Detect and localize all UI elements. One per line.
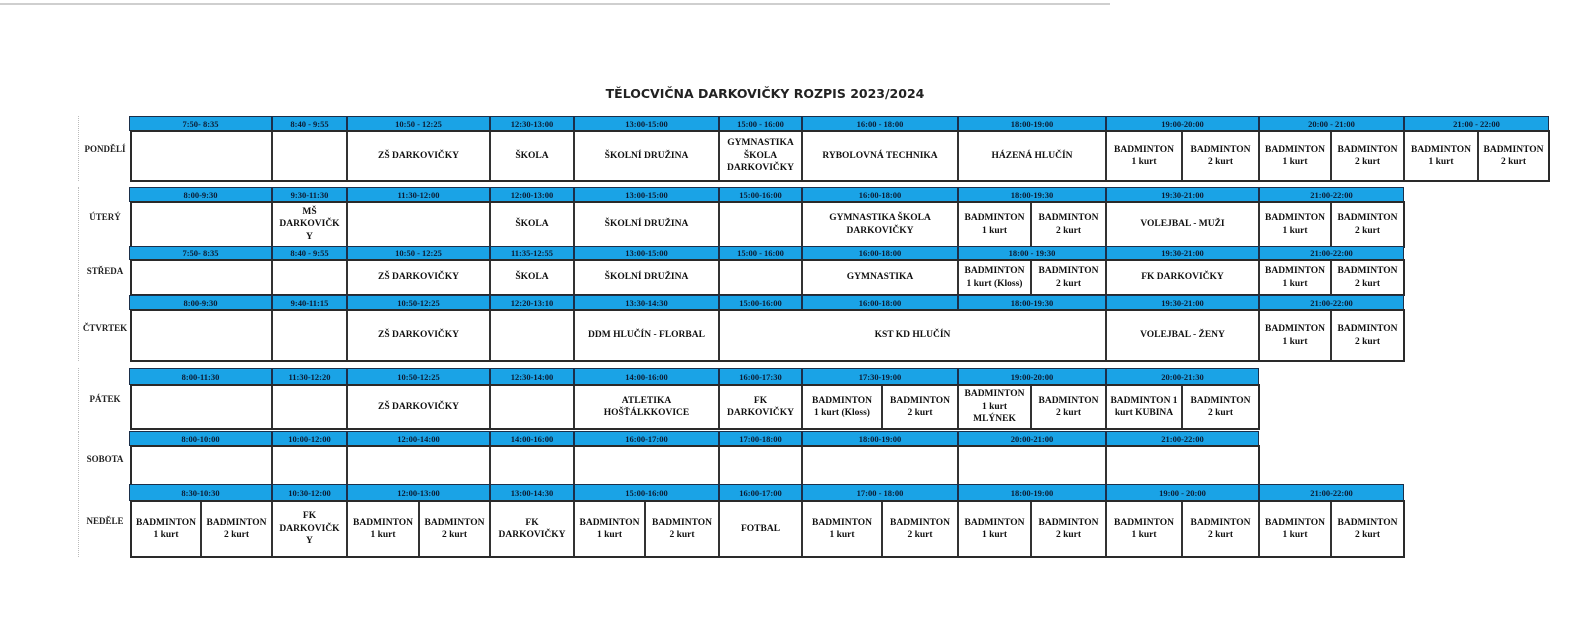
schedule-cell: BADMINTON 2 kurt <box>1031 501 1106 557</box>
schedule-cell: BADMINTON 1 kurt <box>1106 501 1182 557</box>
time-slot-header: 19:00-20:00 <box>1106 116 1259 131</box>
schedule-cell: ZŠ DARKOVIČKY <box>347 131 490 181</box>
schedule-cell: GYMNASTIKA ŠKOLA DARKOVIČKY <box>719 131 802 181</box>
time-slot-header: 19:30-21:00 <box>1106 187 1259 202</box>
time-slot-header: 13:00-14:30 <box>490 484 574 501</box>
schedule-cell: GYMNASTIKA ŠKOLA DARKOVIČKY <box>802 202 958 247</box>
schedule-cell <box>1106 446 1259 487</box>
time-slot-header: 13:00-15:00 <box>574 246 719 260</box>
time-slot-header: 15:00 - 16:00 <box>719 116 802 131</box>
schedule-cell: BADMINTON 1 kurt <box>131 501 201 557</box>
schedule-cell <box>131 131 272 181</box>
time-slot-header: 12:00-14:00 <box>347 431 490 446</box>
schedule-cell <box>131 310 272 361</box>
schedule-cell: ŠKOLNÍ DRUŽINA <box>574 131 719 181</box>
schedule-cell: FOTBAL <box>719 501 802 557</box>
time-slot-header: 7:50- 8:35 <box>129 246 272 260</box>
time-slot-header: 16:00-17:00 <box>719 484 802 501</box>
schedule-cell: BADMINTON 1 kurt <box>1259 310 1331 361</box>
time-slot-header: 21:00-22:00 <box>1259 246 1404 260</box>
schedule-cell: BADMINTON 2 kurt <box>882 501 958 557</box>
schedule-cell: ŠKOLA <box>490 260 574 295</box>
time-slot-header: 10:00-12:00 <box>272 431 347 446</box>
time-slot-header: 10:50-12:25 <box>347 295 490 310</box>
schedule-cell: MŠ DARKOVIČK Y <box>272 202 347 247</box>
schedule-cell: BADMINTON 2 kurt <box>1031 385 1106 429</box>
page-title: TĚLOCVIČNA DARKOVIČKY ROZPIS 2023/2024 <box>605 86 925 101</box>
time-slot-header: 18:00-19:30 <box>958 295 1106 310</box>
schedule-cell: BADMINTON 2 kurt <box>419 501 490 557</box>
schedule-cell: BADMINTON 2 kurt <box>201 501 272 557</box>
time-slot-header: 8:00-9:30 <box>129 187 272 202</box>
schedule-cell: ZŠ DARKOVIČKY <box>347 310 490 361</box>
schedule-cell: BADMINTON 1 kurt <box>1106 131 1182 181</box>
time-slot-header: 16:00-17:00 <box>574 431 719 446</box>
schedule-cell <box>272 260 347 295</box>
day-label-utery: ÚTERÝ <box>78 187 131 247</box>
time-slot-header: 19:30-21:00 <box>1106 295 1259 310</box>
time-slot-header: 13:00-15:00 <box>574 187 719 202</box>
schedule-cell: FK DARKOVIČK Y <box>272 501 347 557</box>
schedule-cell: BADMINTON 2 kurt <box>882 385 958 429</box>
schedule-cell <box>719 260 802 295</box>
day-label-pondeli: PONDĚLÍ <box>78 116 131 181</box>
schedule-cell: VOLEJBAL - ŽENY <box>1106 310 1259 361</box>
time-slot-header: 14:00-16:00 <box>574 368 719 385</box>
schedule-cell <box>490 446 574 487</box>
time-slot-header: 21:00-22:00 <box>1259 295 1404 310</box>
schedule-cell: BADMINTON 1 kurt (Kloss) <box>802 385 882 429</box>
time-slot-header: 15:00-16:00 <box>719 295 802 310</box>
schedule-cell <box>131 385 272 429</box>
time-slot-header: 10:50-12:25 <box>347 368 490 385</box>
time-slot-header: 19:30-21:00 <box>1106 246 1259 260</box>
schedule-cell: KST KD HLUČÍN <box>719 310 1106 361</box>
schedule-cell: ŠKOLA <box>490 202 574 247</box>
schedule-cell: FK DARKOVIČKY <box>490 501 574 557</box>
time-slot-header: 16:00-18:00 <box>802 246 958 260</box>
schedule-cell: BADMINTON 1 kurt <box>802 501 882 557</box>
time-slot-header: 16:00 - 18:00 <box>802 116 958 131</box>
time-slot-header: 12:20-13:10 <box>490 295 574 310</box>
time-slot-header: 18:00-19:00 <box>802 431 958 446</box>
schedule-cell <box>490 310 574 361</box>
time-slot-header: 17:30-19:00 <box>802 368 958 385</box>
schedule-cell: BADMINTON 2 kurt <box>1331 260 1404 295</box>
time-slot-header: 19:00 - 20:00 <box>1106 484 1259 501</box>
time-slot-header: 8:00-11:30 <box>129 368 272 385</box>
time-slot-header: 18:00-19:00 <box>958 116 1106 131</box>
schedule-cell <box>272 310 347 361</box>
schedule-cell: BADMINTON 2 kurt <box>1031 260 1106 295</box>
time-slot-header: 18:00 - 19:30 <box>958 246 1106 260</box>
schedule-cell: BADMINTON 1 kurt KUBINA <box>1106 385 1182 429</box>
time-slot-header: 7:50- 8:35 <box>129 116 272 131</box>
schedule-cell <box>490 385 574 429</box>
schedule-cell: BADMINTON 2 kurt <box>1331 501 1404 557</box>
day-label-streda: STŘEDA <box>78 246 131 295</box>
schedule-cell: BADMINTON 1 kurt <box>347 501 419 557</box>
day-label-patek: PÁTEK <box>78 368 131 429</box>
schedule-cell: BADMINTON 1 kurt <box>1404 131 1478 181</box>
schedule-cell <box>719 446 802 487</box>
schedule-cell: BADMINTON 2 kurt <box>1182 131 1259 181</box>
time-slot-header: 16:00-17:30 <box>719 368 802 385</box>
schedule-cell <box>272 131 347 181</box>
time-slot-header: 20:00-21:30 <box>1106 368 1259 385</box>
schedule-cell <box>347 446 490 487</box>
schedule-cell <box>131 446 272 487</box>
schedule-cell <box>802 446 958 487</box>
time-slot-header: 8:00-9:30 <box>129 295 272 310</box>
schedule-cell <box>958 446 1106 487</box>
time-slot-header: 18:00-19:00 <box>958 484 1106 501</box>
schedule-cell <box>574 446 719 487</box>
schedule-cell: ATLETIKA HOŠŤÁLKKOVICE <box>574 385 719 429</box>
schedule-cell: BADMINTON 2 kurt <box>1331 310 1404 361</box>
time-slot-header: 12:00-13:00 <box>347 484 490 501</box>
time-slot-header: 10:30-12:00 <box>272 484 347 501</box>
time-slot-header: 20:00 - 21:00 <box>1259 116 1404 131</box>
time-slot-header: 9:40-11:15 <box>272 295 347 310</box>
schedule-cell: BADMINTON 1 kurt MLÝNEK <box>958 385 1031 429</box>
time-slot-header: 15:00-16:00 <box>719 187 802 202</box>
schedule-cell: VOLEJBAL - MUŽI <box>1106 202 1259 247</box>
time-slot-header: 21:00-22:00 <box>1259 484 1404 501</box>
schedule-cell: BADMINTON 1 kurt <box>574 501 645 557</box>
time-slot-header: 10:50 - 12:25 <box>347 116 490 131</box>
time-slot-header: 16:00-18:00 <box>802 295 958 310</box>
day-label-nedele: NEDĚLE <box>78 484 131 557</box>
time-slot-header: 8:30-10:30 <box>129 484 272 501</box>
time-slot-header: 8:00-10:00 <box>129 431 272 446</box>
time-slot-header: 13:30-14:30 <box>574 295 719 310</box>
time-slot-header: 16:00-18:00 <box>802 187 958 202</box>
schedule-cell: DDM HLUČÍN - FLORBAL <box>574 310 719 361</box>
day-label-sobota: SOBOTA <box>78 431 131 487</box>
schedule-cell: HÁZENÁ HLUČÍN <box>958 131 1106 181</box>
schedule-cell: RYBOLOVNÁ TECHNIKA <box>802 131 958 181</box>
schedule-cell: BADMINTON 2 kurt <box>1478 131 1549 181</box>
time-slot-header: 12:30-13:00 <box>490 116 574 131</box>
schedule-cell <box>131 260 272 295</box>
time-slot-header: 19:00-20:00 <box>958 368 1106 385</box>
time-slot-header: 15:00 - 16:00 <box>719 246 802 260</box>
time-slot-header: 12:30-14:00 <box>490 368 574 385</box>
time-slot-header: 21:00-22:00 <box>1106 431 1259 446</box>
time-slot-header: 8:40 - 9:55 <box>272 246 347 260</box>
time-slot-header: 18:00-19:30 <box>958 187 1106 202</box>
time-slot-header: 14:00-16:00 <box>490 431 574 446</box>
schedule-cell: BADMINTON 2 kurt <box>1182 385 1259 429</box>
schedule-cell <box>272 385 347 429</box>
schedule-cell: BADMINTON 1 kurt <box>1259 501 1331 557</box>
schedule-cell: FK DARKOVIČKY <box>719 385 802 429</box>
schedule-cell: BADMINTON 1 kurt <box>958 202 1031 247</box>
time-slot-header: 9:30-11:30 <box>272 187 347 202</box>
time-slot-header: 12:00-13:00 <box>490 187 574 202</box>
schedule-cell: BADMINTON 2 kurt <box>645 501 719 557</box>
time-slot-header: 21:00 - 22:00 <box>1404 116 1549 131</box>
schedule-cell <box>272 446 347 487</box>
time-slot-header: 17:00 - 18:00 <box>802 484 958 501</box>
schedule-cell <box>347 202 490 247</box>
schedule-cell: ZŠ DARKOVIČKY <box>347 385 490 429</box>
time-slot-header: 13:00-15:00 <box>574 116 719 131</box>
schedule-cell: BADMINTON 1 kurt <box>1259 131 1331 181</box>
time-slot-header: 10:50 - 12:25 <box>347 246 490 260</box>
schedule-cell: ZŠ DARKOVIČKY <box>347 260 490 295</box>
schedule-cell: ŠKOLA <box>490 131 574 181</box>
schedule-cell: BADMINTON 1 kurt <box>1259 260 1331 295</box>
schedule-cell: BADMINTON 1 kurt <box>958 501 1031 557</box>
schedule-cell: BADMINTON 1 kurt <box>1259 202 1331 247</box>
time-slot-header: 8:40 - 9:55 <box>272 116 347 131</box>
time-slot-header: 11:30-12:00 <box>347 187 490 202</box>
schedule-cell: ŠKOLNÍ DRUŽINA <box>574 260 719 295</box>
schedule-cell: BADMINTON 2 kurt <box>1031 202 1106 247</box>
day-label-ctvrtek: ČTVRTEK <box>78 295 131 361</box>
schedule-cell: FK DARKOVIČKY <box>1106 260 1259 295</box>
time-slot-header: 20:00-21:00 <box>958 431 1106 446</box>
schedule-cell: GYMNASTIKA <box>802 260 958 295</box>
schedule-cell <box>131 202 272 247</box>
schedule-cell: BADMINTON 2 kurt <box>1182 501 1259 557</box>
scan-edge-line <box>0 3 1110 5</box>
time-slot-header: 21:00-22:00 <box>1259 187 1404 202</box>
time-slot-header: 17:00-18:00 <box>719 431 802 446</box>
time-slot-header: 15:00-16:00 <box>574 484 719 501</box>
schedule-cell <box>719 202 802 247</box>
schedule-cell: BADMINTON 2 kurt <box>1331 202 1404 247</box>
schedule-cell: BADMINTON 2 kurt <box>1331 131 1404 181</box>
schedule-cell: ŠKOLNÍ DRUŽINA <box>574 202 719 247</box>
time-slot-header: 11:30-12:20 <box>272 368 347 385</box>
schedule-cell: BADMINTON 1 kurt (Kloss) <box>958 260 1031 295</box>
time-slot-header: 11:35-12:55 <box>490 246 574 260</box>
